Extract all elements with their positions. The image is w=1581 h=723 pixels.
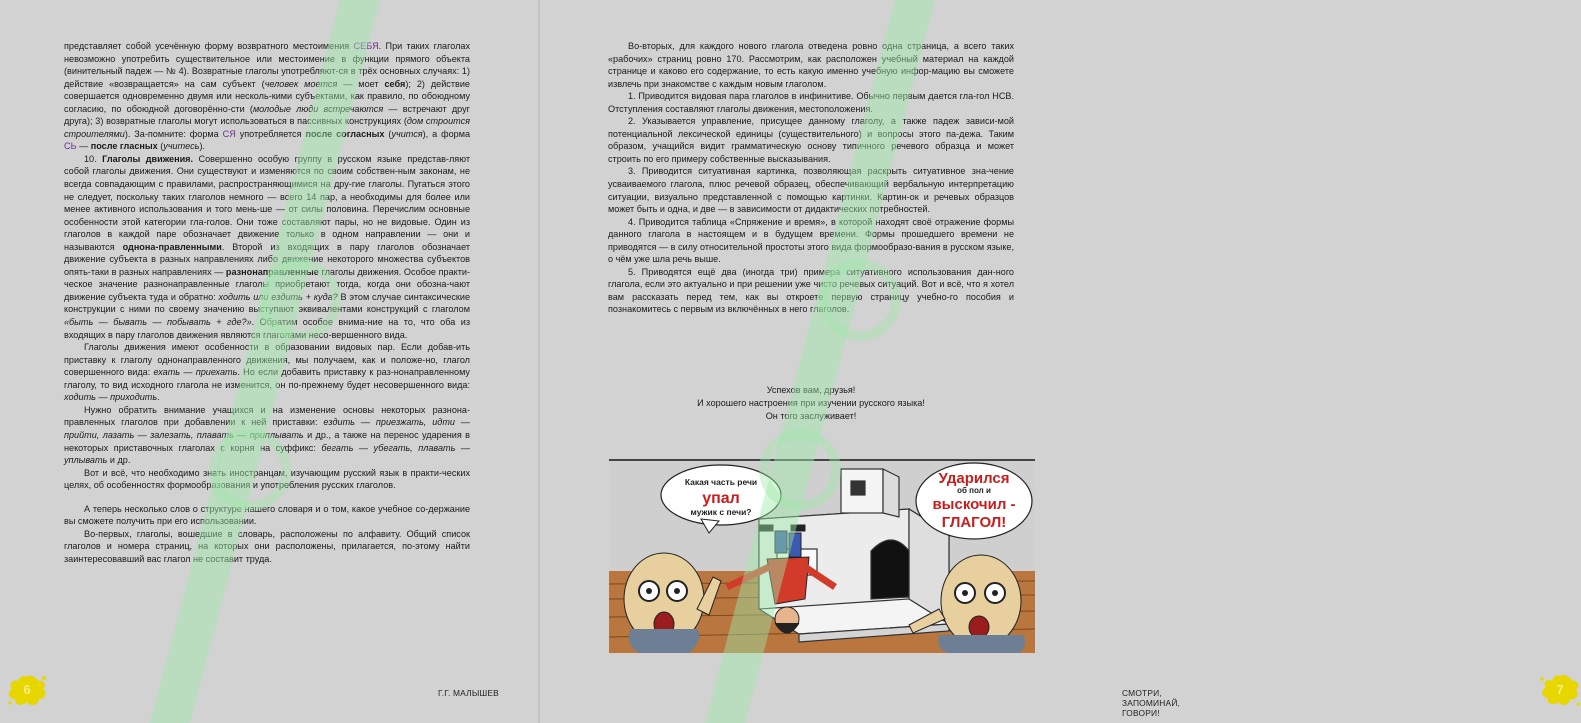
text-run: 4. Приводится таблица «Спряжение и время», в которой находят своё отражение формы данного глагола в настоящем и в будущем времени. Формы прошедшего времени не приводятся — в силу относительной простоты этого вида формообразо-вания в русском языке, о чём уже шла речь выше. — [608, 216, 1014, 265]
paragraph — [608, 115, 1014, 165]
text-run: 5. Приводятся ещё два (иногда три) примера ситуативного использования дан-ного глагола, если это актуально и при решении уже чисто речевых ситуаций. Вот и всё, что я хотел вам рассказать перед тем, как вы откроете первую страницу учебно-го пособия и познакомитесь с первым из включённых в него глаголов. — [608, 266, 1014, 315]
text-run: употребляется — [235, 128, 306, 139]
text-run: ( — [384, 128, 392, 139]
text-run: ( — [157, 141, 164, 152]
closing-wishes — [608, 384, 1014, 423]
text-run: В этом случае синтаксические конструкции с ними по своему значению выступают эквивалентами конструкций с глаголом — [64, 291, 471, 315]
text-run: глаголы движения. Особое практи-ческое значение разнонаправленные глаголы приобретают тогда, когда они обозна-чают движение субъекта туда и обратно: — [64, 266, 470, 302]
paragraph — [608, 266, 1014, 316]
text-run: человек моется — [264, 78, 338, 89]
text-run: СЬ — [64, 141, 77, 152]
paragraph — [64, 40, 470, 153]
text-run: СЯ — [222, 128, 236, 139]
paragraph — [608, 40, 1014, 90]
text-run: учится — [391, 128, 423, 139]
paragraph — [64, 404, 470, 467]
text-run: разнонаправленные — [225, 266, 319, 277]
text-run: — встречают друг друга); 3) возвратные глаголы могут использоваться в пассивных конструкциях ( — [64, 103, 470, 127]
text-run: молодые люди встречаются — [252, 103, 384, 114]
bubble-left-big: упал — [702, 490, 740, 507]
text-run: ездить — приезжать, идти — прийти, лазать — залезать, плавать — приплывать — [64, 417, 470, 440]
text-run: и др., а также на перенос ударения в некоторых приставочных глаголах с корня на суффикс: — [64, 429, 470, 453]
text-run: ходить — приходить — [64, 392, 158, 403]
text-run: ); 2) действие совершается одновременно двумя или несколь-кими субъектами, как правило, по обоюдному согласию, по обоюдной договорённо-сти ( — [64, 78, 470, 114]
paragraph — [608, 90, 1014, 115]
text-run: Совершенно особую группу в русском языке представ-ляют собой глаголы движения. Они существуют и изменяются по своим собствен-ным законам, не всегда совпадающим с правилами, распространяющимися на дру-гие глаголы. Пугаться этого не следует, поскольку таких глаголов немного — всего 14 пар, а необходимы для более или менее активного использования и того мень-ше — от силы половина. Перечислим основные особенности этой категории гла-голов. Они тоже составляют пары, но не видовые. Один из глаголов в каждой паре обозначает движение только в одном направлении — они и называются — [64, 153, 471, 252]
left-page-text — [64, 40, 470, 565]
text-run: Глаголы движения имеют особенности в образовании видовых пар. Если добав-ить приставку к глаголу однонаправленного движения, мы получаем, как и положе-но, глагол совершенного вида: — [64, 342, 470, 378]
text-run: Глаголы движения. — [102, 153, 193, 164]
closing-line: И хорошего настроения при изучении русского языка! — [697, 398, 925, 408]
text-run: . Второй из входящих в пару глаголов обозначает движение субъекта в разных направлениях либо движение некоторого множества субъектов опять-таки в разных направлениях — — [64, 241, 470, 277]
text-run: ). За-помните: форма — [124, 128, 223, 139]
paragraph — [64, 467, 470, 492]
page-number-right: 7 — [1556, 682, 1564, 697]
bubble-left-line2: мужик с печи? — [690, 507, 752, 517]
text-run: себя — [384, 78, 406, 89]
text-run: ехать — приехать — [153, 367, 238, 378]
text-run: после гласных — [90, 141, 158, 152]
footer-author: Г.Г. МАЛЫШЕВ — [438, 688, 499, 698]
bubble-right-small: об пол и — [957, 486, 991, 495]
paragraph — [608, 165, 1014, 215]
bubble-right-line2: выскочил - — [932, 496, 1016, 513]
page-number-badge-right — [1539, 673, 1581, 709]
paragraph — [64, 153, 470, 341]
page-number-badge-left — [6, 673, 48, 709]
text-run: . — [157, 392, 160, 403]
cartoon-illustration — [609, 459, 1035, 653]
text-run: ), а форма — [422, 128, 471, 139]
text-run: 2. Указывается управление, присущее данному глаголу, а также падеж зависи-мой потенциальной лексической единицы (существительного) и вопросы этого па-дежа. Таким образом, учащийся видит грамматическую основу типичного речевого образца и может строить по его примеру собственные высказывания. — [608, 116, 1014, 164]
footer-title: СМОТРИ, ЗАПОМИНАЙ, ГОВОРИ! — [1122, 688, 1181, 718]
text-run: Во-вторых, для каждого нового глагола отведена ровно одна страница, а всего таких «рабочих» страниц ровно 170. Рассмотрим, как расположен учебный материал на каждой странице и каково его содержание, то есть какую именно учебную инфор-мацию вы сможете извлечь при знакомстве с каждым новым глаголом. — [608, 41, 1014, 89]
text-run: бегать — убегать, плавать — уплывать — [64, 442, 470, 466]
text-run: и др. — [107, 455, 131, 466]
left-page — [0, 0, 539, 723]
paragraph — [608, 216, 1014, 266]
text-run: СЕБЯ — [353, 41, 379, 51]
bubble-left-line1: Какая часть речи — [684, 477, 758, 487]
paragraph — [64, 528, 470, 566]
text-run: представляет собой усечённую форму возвратного местоимения — [64, 41, 354, 51]
closing-line: Он того заслуживает! — [765, 411, 857, 421]
text-run: . Но если добавить приставку к раз-нонаправленному глаголу, то вид исходного глагола не изменится, он по-прежнему будет несовершенного вида: — [64, 367, 470, 390]
closing-line: Успехов вам, друзья! — [766, 385, 856, 395]
page-number-left: 6 — [23, 682, 31, 697]
text-run: 1. Приводится видовая пара глаголов в инфинитиве. Обычно первым дается гла-гол НСВ. Отступления составляют глаголы движения, местоположения. — [608, 91, 1014, 114]
text-run: . При таких глаголах невозможно употребить существительное или местоимение в функции прямого объекта (винительный падеж — № 4). Возвратные глаголы употребляют-ся в трёх основных случаях: 1) действие «возвращается» на сам субъект ( — [64, 41, 470, 89]
text-run: — мoет — [337, 78, 385, 89]
text-run: Во-первых, глаголы, вошедшие в словарь, расположены по алфавиту. Общий список глаголов и номера страниц, на которых они расположены, прилагается, по-этому найти заинтересовавший вас глагол не составит труда. — [64, 528, 470, 564]
text-run: однона-правленными — [122, 241, 222, 252]
text-run: . Обратим особое внима-ние на то, что оба из входящих в пару глаголов движения являются глаголами несо-вершенного вида. — [64, 317, 471, 340]
text-run: ходить или ездить + куда? — [218, 291, 338, 302]
text-run: — — [76, 141, 91, 152]
text-run: учитесь — [163, 141, 200, 152]
paragraph — [64, 341, 470, 404]
speech-bubble-right — [916, 463, 1032, 539]
text-run: 3. Приводится ситуативная картинка, позволяющая раскрыть ситуативное зна-чение усваиваемого глагола, плюс речевой образец, обеспечивающий вербальную интерпретацию ситуации, визуально представленной с помощью картинки. Картин-ок и речевых образцов может быть и одна, и две — в зависимости от дидактических потребностей. — [608, 166, 1014, 215]
text-run: после согласных — [305, 128, 385, 139]
bubble-right-line1: Ударился — [938, 470, 1010, 487]
paragraph — [64, 503, 470, 528]
text-run: Вот и всё, что необходимо знать иностранцам, изучающим русский язык в практи-ческих целях, об особенностях формообразования и употребления русских глаголов. — [64, 467, 470, 491]
text-run: ). — [199, 141, 205, 152]
bubble-right-line3: ГЛАГОЛ! — [941, 514, 1007, 531]
text-run: 10. — [84, 153, 103, 164]
right-page-text — [608, 40, 1014, 316]
text-run: Нужно обратить внимание учащихся и на изменение основы некоторых разнона-правленных глаголов при добавлении к ней приставки: — [64, 404, 470, 428]
text-run: А теперь несколько слов о структуре нашего словаря и о том, какое учебное со-держание вы сможете получить при его использовании. — [64, 503, 470, 527]
text-run: «быть — бывать — побывать + где?» — [64, 317, 252, 328]
text-run: дом строится строителями — [64, 116, 470, 139]
